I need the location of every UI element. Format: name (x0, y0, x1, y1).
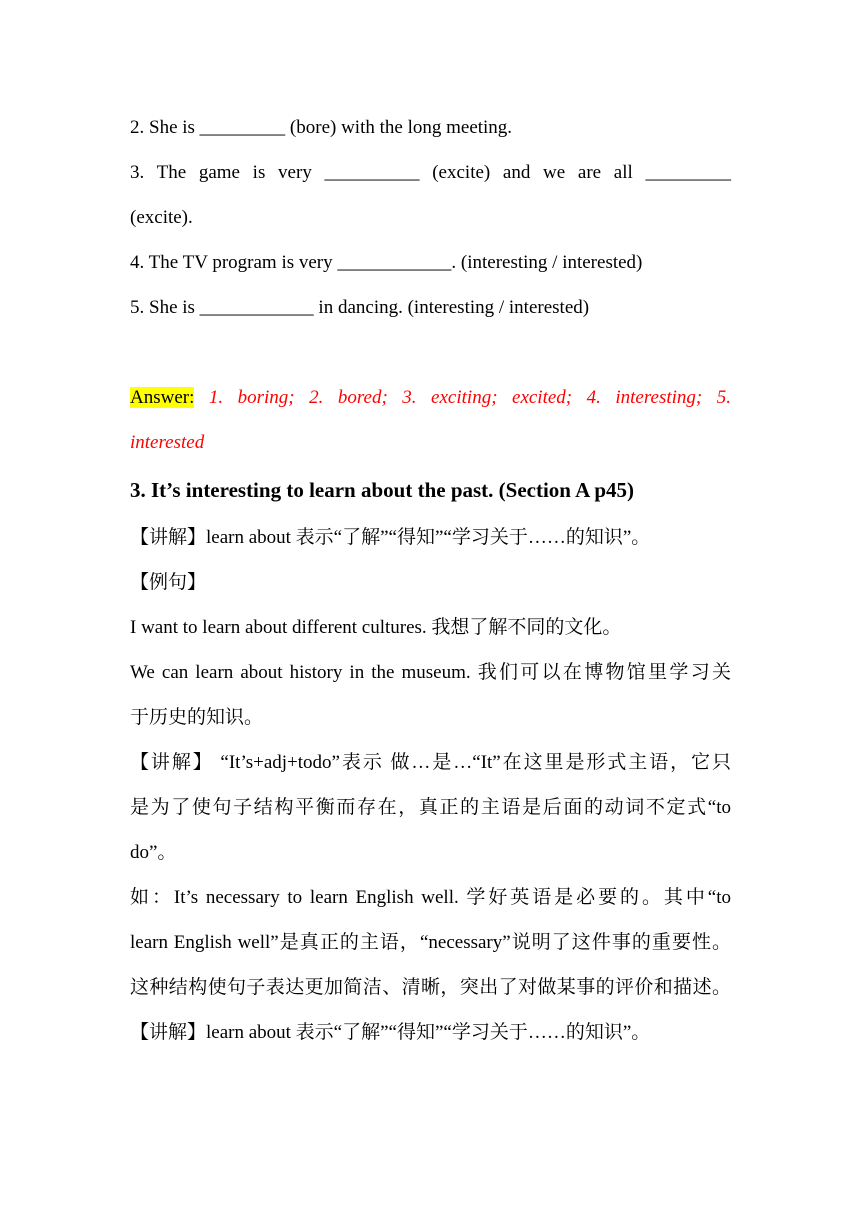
blank-spacer (130, 330, 731, 375)
explanation-line: learn English well”是真正的主语，“necessary”说明了这件事的重要性。 (130, 932, 731, 953)
example-sentence: We can learn about history in the museum. 我们可以在博物馆里学习关 (130, 662, 731, 683)
exercise-line: 2. She is _________ (bore) with the long meeting. (130, 117, 513, 138)
answer-line-continued (130, 420, 731, 465)
explanation-line: 这种结构使句子表达更加简洁、清晰，突出了对做某事的评价和描述。 (130, 977, 731, 998)
explanation-line: 【讲解】learn about 表示“了解”“得知”“学习关于……的知识”。 (130, 527, 651, 548)
answer-label: Answer: (130, 387, 195, 408)
exercise-line: 4. The TV program is very ____________. (interesting / interested) (130, 252, 643, 273)
explanation-line: 【讲解】learn about 表示“了解”“得知”“学习关于……的知识”。 (130, 1022, 651, 1043)
example-sentence-continued: 于历史的知识。 (130, 707, 264, 728)
exercise-line: (excite). (130, 207, 193, 228)
answer-line (130, 375, 731, 420)
explanation-line: do”。 (130, 842, 177, 863)
document-page (130, 105, 731, 1055)
explanation-line: 【讲解】 “It’s+adj+todo”表示 做…是…“It”在这里是形式主语，它只 (130, 752, 731, 773)
answer-text: 1. boring; 2. bored; 3. exciting; excited; 4. interesting; 5. (194, 387, 731, 408)
section-heading: 3. It’s interesting to learn about the past. (Section A p45) (130, 478, 634, 502)
explanation-line: 是为了使句子结构平衡而存在，真正的主语是后面的动词不定式“to (130, 797, 731, 818)
exercise-line: 3. The game is very __________ (excite) and we are all _________ (130, 162, 731, 183)
exercise-line: 5. She is ____________ in dancing. (interesting / interested) (130, 297, 590, 318)
example-label: 【例句】 (130, 572, 207, 593)
example-sentence: I want to learn about different cultures. 我想了解不同的文化。 (130, 617, 622, 638)
explanation-line: 如：It’s necessary to learn English well. 学好英语是必要的。其中“to (130, 887, 731, 908)
answer-text-continued: interested (130, 432, 205, 453)
